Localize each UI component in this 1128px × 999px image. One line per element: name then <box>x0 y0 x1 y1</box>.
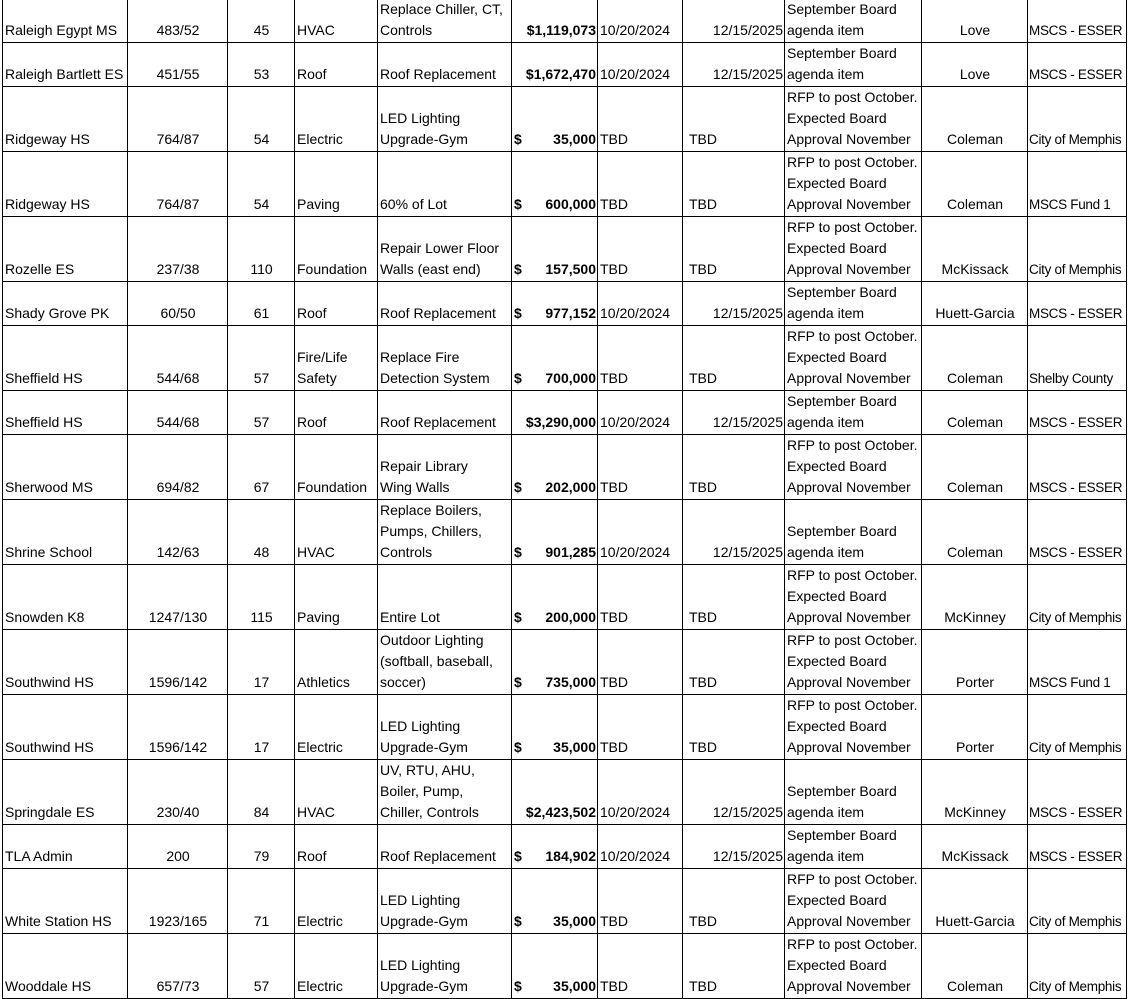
cell-contact[interactable]: Porter <box>922 695 1028 760</box>
cell-status[interactable]: RFP to post October. Expected Board Approval November <box>785 869 922 934</box>
cell-description[interactable]: 60% of Lot <box>378 152 512 217</box>
cost-amount: 202,000 <box>545 479 596 495</box>
cell-description[interactable]: Roof Replacement <box>378 43 512 87</box>
cell-age[interactable]: 45 <box>228 0 295 43</box>
cell-contact[interactable]: Love <box>922 43 1028 87</box>
cell-school[interactable]: Raleigh Egypt MS <box>3 0 128 43</box>
cell-size[interactable]: 657/73 <box>128 934 228 999</box>
cell-size[interactable]: 1596/142 <box>128 630 228 695</box>
cell-end-date[interactable] <box>683 760 785 825</box>
cell-cost[interactable] <box>512 0 598 43</box>
cell-cost[interactable] <box>512 87 598 152</box>
table-row <box>3 934 1127 999</box>
cell-school[interactable]: Rozelle ES <box>3 217 128 282</box>
cell-end-date[interactable] <box>683 391 785 435</box>
cell-end-date[interactable] <box>683 695 785 760</box>
cell-cost[interactable] <box>512 391 598 435</box>
cell-age[interactable]: 54 <box>228 152 295 217</box>
table-row <box>3 869 1127 934</box>
cell-size[interactable]: 694/82 <box>128 435 228 500</box>
table-row <box>3 87 1127 152</box>
cell-end-date[interactable] <box>683 282 785 326</box>
cell-fund[interactable]: MSCS - ESSER <box>1028 760 1127 825</box>
cell-contact[interactable]: McKissack <box>922 217 1028 282</box>
cell-category[interactable]: Electric <box>295 869 378 934</box>
cost-currency-symbol: $ <box>514 131 522 147</box>
cell-cost[interactable] <box>512 217 598 282</box>
table-row <box>3 326 1127 391</box>
cell-school[interactable]: Shrine School <box>3 500 128 565</box>
cost-amount: 35,000 <box>553 978 596 994</box>
cell-school[interactable]: Sheffield HS <box>3 391 128 435</box>
end-date-text: TBD <box>689 674 717 690</box>
cell-school[interactable]: Snowden K8 <box>3 565 128 630</box>
end-date-text: 12/15/2025 <box>712 544 783 560</box>
cell-end-date[interactable] <box>683 500 785 565</box>
cell-fund[interactable]: MSCS - ESSER <box>1028 500 1127 565</box>
cost-currency-symbol: $ <box>514 479 522 495</box>
cost-amount: 700,000 <box>545 370 596 386</box>
cell-contact[interactable]: McKinney <box>922 760 1028 825</box>
cell-age[interactable]: 110 <box>228 217 295 282</box>
cell-status[interactable]: RFP to post October. Expected Board Approval November <box>785 217 922 282</box>
cell-status[interactable]: RFP to post October. Expected Board Approval November <box>785 87 922 152</box>
cell-status[interactable]: September Board agenda item <box>785 391 922 435</box>
cell-category[interactable]: Electric <box>295 695 378 760</box>
cost-currency-symbol: $ <box>514 609 522 625</box>
cell-school[interactable]: Ridgeway HS <box>3 87 128 152</box>
cell-status[interactable]: RFP to post October. Expected Board Approval November <box>785 630 922 695</box>
cell-cost[interactable] <box>512 326 598 391</box>
end-date-text: 12/15/2025 <box>712 66 783 82</box>
cost-amount: 157,500 <box>545 261 596 277</box>
cell-description[interactable]: LED Lighting Upgrade-Gym <box>378 934 512 999</box>
cell-start-date[interactable]: TBD <box>598 565 683 630</box>
cost-amount: 184,902 <box>545 848 596 864</box>
cost-amount: $2,423,502 <box>525 804 596 820</box>
cost-currency-symbol: $ <box>514 913 522 929</box>
cell-cost[interactable] <box>512 500 598 565</box>
cell-status[interactable]: September Board agenda item <box>785 43 922 87</box>
cell-fund[interactable]: MSCS - ESSER <box>1028 0 1127 43</box>
end-date-text: TBD <box>689 131 717 147</box>
cell-end-date[interactable] <box>683 934 785 999</box>
table-row <box>3 217 1127 282</box>
cell-start-date[interactable]: TBD <box>598 435 683 500</box>
cell-contact[interactable]: Coleman <box>922 934 1028 999</box>
cell-end-date[interactable] <box>683 565 785 630</box>
cost-amount: $3,290,000 <box>525 414 596 430</box>
end-date-text: TBD <box>689 370 717 386</box>
cell-category[interactable]: HVAC <box>295 760 378 825</box>
cell-fund[interactable]: MSCS - ESSER <box>1028 43 1127 87</box>
cell-start-date[interactable]: TBD <box>598 326 683 391</box>
cell-status[interactable]: September Board agenda item <box>785 282 922 326</box>
cell-status[interactable]: September Board agenda item <box>785 825 922 869</box>
cell-description[interactable]: UV, RTU, AHU, Boiler, Pump, Chiller, Controls <box>378 760 512 825</box>
cell-school[interactable]: Southwind HS <box>3 695 128 760</box>
cell-age[interactable]: 17 <box>228 630 295 695</box>
cell-contact[interactable]: Huett-Garcia <box>922 282 1028 326</box>
cell-fund[interactable]: City of Memphis <box>1028 695 1127 760</box>
cell-end-date[interactable] <box>683 217 785 282</box>
cell-end-date[interactable] <box>683 0 785 43</box>
cell-contact[interactable]: Porter <box>922 630 1028 695</box>
cell-description[interactable]: Roof Replacement <box>378 391 512 435</box>
cell-school[interactable]: Ridgeway HS <box>3 152 128 217</box>
cell-school[interactable]: Wooddale HS <box>3 934 128 999</box>
cell-age[interactable]: 53 <box>228 43 295 87</box>
end-date-text: TBD <box>689 196 717 212</box>
cell-status[interactable]: RFP to post October. Expected Board Approval November <box>785 565 922 630</box>
cell-status[interactable]: RFP to post October. Expected Board Approval November <box>785 435 922 500</box>
cell-description[interactable]: LED Lighting Upgrade-Gym <box>378 87 512 152</box>
cell-description[interactable]: Roof Replacement <box>378 825 512 869</box>
cell-fund[interactable]: Shelby County <box>1028 326 1127 391</box>
cell-start-date[interactable]: 10/20/2024 <box>598 0 683 43</box>
cell-age[interactable]: 54 <box>228 87 295 152</box>
cell-size[interactable]: 544/68 <box>128 391 228 435</box>
cell-cost[interactable] <box>512 695 598 760</box>
cell-size[interactable]: 764/87 <box>128 152 228 217</box>
cell-age[interactable]: 61 <box>228 282 295 326</box>
cell-contact[interactable]: Coleman <box>922 435 1028 500</box>
cell-age[interactable]: 84 <box>228 760 295 825</box>
cell-cost[interactable] <box>512 869 598 934</box>
cell-end-date[interactable] <box>683 152 785 217</box>
cell-fund[interactable]: MSCS Fund 1 <box>1028 630 1127 695</box>
cell-start-date[interactable]: TBD <box>598 695 683 760</box>
cell-status[interactable]: September Board agenda item <box>785 760 922 825</box>
cell-category[interactable]: Roof <box>295 825 378 869</box>
cell-school[interactable]: Springdale ES <box>3 760 128 825</box>
cell-size[interactable]: 1596/142 <box>128 695 228 760</box>
cell-start-date[interactable]: 10/20/2024 <box>598 500 683 565</box>
cell-status[interactable]: RFP to post October. Expected Board Approval November <box>785 695 922 760</box>
cell-cost[interactable] <box>512 152 598 217</box>
end-date-text: TBD <box>689 978 717 994</box>
cell-description[interactable]: Entire Lot <box>378 565 512 630</box>
cell-cost[interactable] <box>512 282 598 326</box>
end-date-text: TBD <box>689 479 717 495</box>
cell-start-date[interactable]: TBD <box>598 630 683 695</box>
cell-size[interactable]: 1923/165 <box>128 869 228 934</box>
cell-category[interactable]: Foundation <box>295 435 378 500</box>
cell-size[interactable]: 142/63 <box>128 500 228 565</box>
cell-contact[interactable]: Huett-Garcia <box>922 869 1028 934</box>
cell-contact[interactable]: Coleman <box>922 152 1028 217</box>
cell-category[interactable]: Roof <box>295 391 378 435</box>
cost-amount: 200,000 <box>545 609 596 625</box>
cell-age[interactable]: 17 <box>228 695 295 760</box>
cell-fund[interactable]: MSCS - ESSER <box>1028 435 1127 500</box>
cell-size[interactable]: 237/38 <box>128 217 228 282</box>
end-date-text: 12/15/2025 <box>712 305 783 321</box>
cell-contact[interactable]: McKinney <box>922 565 1028 630</box>
cell-fund[interactable]: City of Memphis <box>1028 87 1127 152</box>
table-row <box>3 565 1127 630</box>
cell-status[interactable]: September Board agenda item <box>785 0 922 43</box>
cell-fund[interactable]: MSCS Fund 1 <box>1028 152 1127 217</box>
table-row <box>3 435 1127 500</box>
cell-fund[interactable]: MSCS - ESSER <box>1028 282 1127 326</box>
cost-amount: 735,000 <box>545 674 596 690</box>
table-row <box>3 695 1127 760</box>
cell-cost[interactable] <box>512 825 598 869</box>
end-date-text: 12/15/2025 <box>712 414 783 430</box>
cell-category[interactable]: Roof <box>295 43 378 87</box>
cell-start-date[interactable]: TBD <box>598 217 683 282</box>
cell-start-date[interactable]: TBD <box>598 869 683 934</box>
cell-age[interactable]: 57 <box>228 326 295 391</box>
cost-currency-symbol: $ <box>514 978 522 994</box>
cell-size[interactable]: 60/50 <box>128 282 228 326</box>
cell-end-date[interactable] <box>683 326 785 391</box>
cell-school[interactable]: Shady Grove PK <box>3 282 128 326</box>
cell-cost[interactable] <box>512 630 598 695</box>
cell-cost[interactable] <box>512 43 598 87</box>
cell-age[interactable]: 115 <box>228 565 295 630</box>
cell-size[interactable]: 451/55 <box>128 43 228 87</box>
end-date-text: TBD <box>689 913 717 929</box>
cost-amount: $1,672,470 <box>525 66 596 82</box>
cell-size[interactable]: 764/87 <box>128 87 228 152</box>
cell-category[interactable]: HVAC <box>295 500 378 565</box>
cell-start-date[interactable]: 10/20/2024 <box>598 825 683 869</box>
cost-currency-symbol: $ <box>514 261 522 277</box>
end-date-text: 12/15/2025 <box>712 22 783 38</box>
cell-start-date[interactable]: 10/20/2024 <box>598 760 683 825</box>
end-date-text: TBD <box>689 739 717 755</box>
cell-age[interactable]: 71 <box>228 869 295 934</box>
cost-currency-symbol: $ <box>514 305 522 321</box>
cell-end-date[interactable] <box>683 87 785 152</box>
cell-category[interactable]: Roof <box>295 282 378 326</box>
cell-description[interactable]: Roof Replacement <box>378 282 512 326</box>
cell-contact[interactable]: Coleman <box>922 326 1028 391</box>
cell-category[interactable]: Paving <box>295 565 378 630</box>
cost-currency-symbol: $ <box>514 739 522 755</box>
cost-currency-symbol: $ <box>514 544 522 560</box>
cell-size[interactable]: 230/40 <box>128 760 228 825</box>
cell-age[interactable]: 57 <box>228 391 295 435</box>
table-row <box>3 282 1127 326</box>
cost-amount: 35,000 <box>553 739 596 755</box>
cell-size[interactable]: 544/68 <box>128 326 228 391</box>
end-date-text: TBD <box>689 609 717 625</box>
cell-age[interactable]: 79 <box>228 825 295 869</box>
cell-start-date[interactable]: TBD <box>598 87 683 152</box>
cell-age[interactable]: 48 <box>228 500 295 565</box>
cell-description[interactable]: Outdoor Lighting (softball, baseball, soccer) <box>378 630 512 695</box>
projects-table <box>2 0 1127 999</box>
cell-contact[interactable]: Coleman <box>922 87 1028 152</box>
cell-fund[interactable]: City of Memphis <box>1028 869 1127 934</box>
cell-size[interactable]: 200 <box>128 825 228 869</box>
cost-currency-symbol: $ <box>514 674 522 690</box>
cell-cost[interactable] <box>512 565 598 630</box>
cell-category[interactable]: Foundation <box>295 217 378 282</box>
cell-school[interactable]: Sherwood MS <box>3 435 128 500</box>
cell-start-date[interactable]: 10/20/2024 <box>598 43 683 87</box>
cell-category[interactable]: Electric <box>295 934 378 999</box>
cell-end-date[interactable] <box>683 869 785 934</box>
cell-category[interactable]: Paving <box>295 152 378 217</box>
cell-school[interactable]: Southwind HS <box>3 630 128 695</box>
cell-fund[interactable]: City of Memphis <box>1028 217 1127 282</box>
cell-fund[interactable]: MSCS - ESSER <box>1028 825 1127 869</box>
table-row <box>3 0 1127 43</box>
table-row <box>3 825 1127 869</box>
cell-school[interactable]: Sheffield HS <box>3 326 128 391</box>
cell-end-date[interactable] <box>683 43 785 87</box>
cell-status[interactable]: RFP to post October. Expected Board Approval November <box>785 152 922 217</box>
cell-category[interactable]: HVAC <box>295 0 378 43</box>
cell-fund[interactable]: City of Memphis <box>1028 934 1127 999</box>
cell-start-date[interactable]: 10/20/2024 <box>598 282 683 326</box>
cell-fund[interactable]: City of Memphis <box>1028 565 1127 630</box>
cost-amount: 35,000 <box>553 913 596 929</box>
cost-amount: 35,000 <box>553 131 596 147</box>
end-date-text: TBD <box>689 261 717 277</box>
cost-currency-symbol: $ <box>514 370 522 386</box>
cell-size[interactable]: 483/52 <box>128 0 228 43</box>
cell-description[interactable]: Repair Library Wing Walls <box>378 435 512 500</box>
cell-description[interactable]: Replace Boilers, Pumps, Chillers, Controls <box>378 500 512 565</box>
cost-amount: 977,152 <box>545 305 596 321</box>
cell-status[interactable]: September Board agenda item <box>785 500 922 565</box>
cell-fund[interactable]: MSCS - ESSER <box>1028 391 1127 435</box>
cell-description[interactable]: Repair Lower Floor Walls (east end) <box>378 217 512 282</box>
table-row <box>3 630 1127 695</box>
end-date-text: 12/15/2025 <box>712 848 783 864</box>
cell-start-date[interactable]: TBD <box>598 152 683 217</box>
cell-description[interactable]: Replace Fire Detection System <box>378 326 512 391</box>
cell-size[interactable]: 1247/130 <box>128 565 228 630</box>
end-date-text: 12/15/2025 <box>712 804 783 820</box>
cell-end-date[interactable] <box>683 825 785 869</box>
cell-start-date[interactable]: TBD <box>598 934 683 999</box>
cell-cost[interactable] <box>512 760 598 825</box>
cell-age[interactable]: 57 <box>228 934 295 999</box>
cell-cost[interactable] <box>512 435 598 500</box>
cost-currency-symbol: $ <box>514 196 522 212</box>
table-row <box>3 43 1127 87</box>
cell-status[interactable]: RFP to post October. Expected Board Approval November <box>785 934 922 999</box>
cell-cost[interactable] <box>512 934 598 999</box>
cell-contact[interactable]: McKissack <box>922 825 1028 869</box>
cost-amount: 901,285 <box>545 544 596 560</box>
table-row <box>3 152 1127 217</box>
cell-description[interactable]: Replace Chiller, CT, Controls <box>378 0 512 43</box>
cell-school[interactable]: TLA Admin <box>3 825 128 869</box>
cell-contact[interactable]: Coleman <box>922 391 1028 435</box>
cost-amount: 600,000 <box>545 196 596 212</box>
cell-school[interactable]: White Station HS <box>3 869 128 934</box>
cell-description[interactable]: LED Lighting Upgrade-Gym <box>378 869 512 934</box>
cell-category[interactable]: Athletics <box>295 630 378 695</box>
cell-start-date[interactable]: 10/20/2024 <box>598 391 683 435</box>
table-row <box>3 391 1127 435</box>
table-row <box>3 500 1127 565</box>
cell-category[interactable]: Electric <box>295 87 378 152</box>
cell-status[interactable]: RFP to post October. Expected Board Approval November <box>785 326 922 391</box>
cell-end-date[interactable] <box>683 630 785 695</box>
table-row <box>3 760 1127 825</box>
cost-amount: $1,119,073 <box>526 22 596 38</box>
cell-end-date[interactable] <box>683 435 785 500</box>
cell-description[interactable]: LED Lighting Upgrade-Gym <box>378 695 512 760</box>
cell-category[interactable]: Fire/Life Safety <box>295 326 378 391</box>
cell-school[interactable]: Raleigh Bartlett ES <box>3 43 128 87</box>
cell-contact[interactable]: Coleman <box>922 500 1028 565</box>
cell-contact[interactable]: Love <box>922 0 1028 43</box>
cell-age[interactable]: 67 <box>228 435 295 500</box>
cost-currency-symbol: $ <box>514 848 522 864</box>
